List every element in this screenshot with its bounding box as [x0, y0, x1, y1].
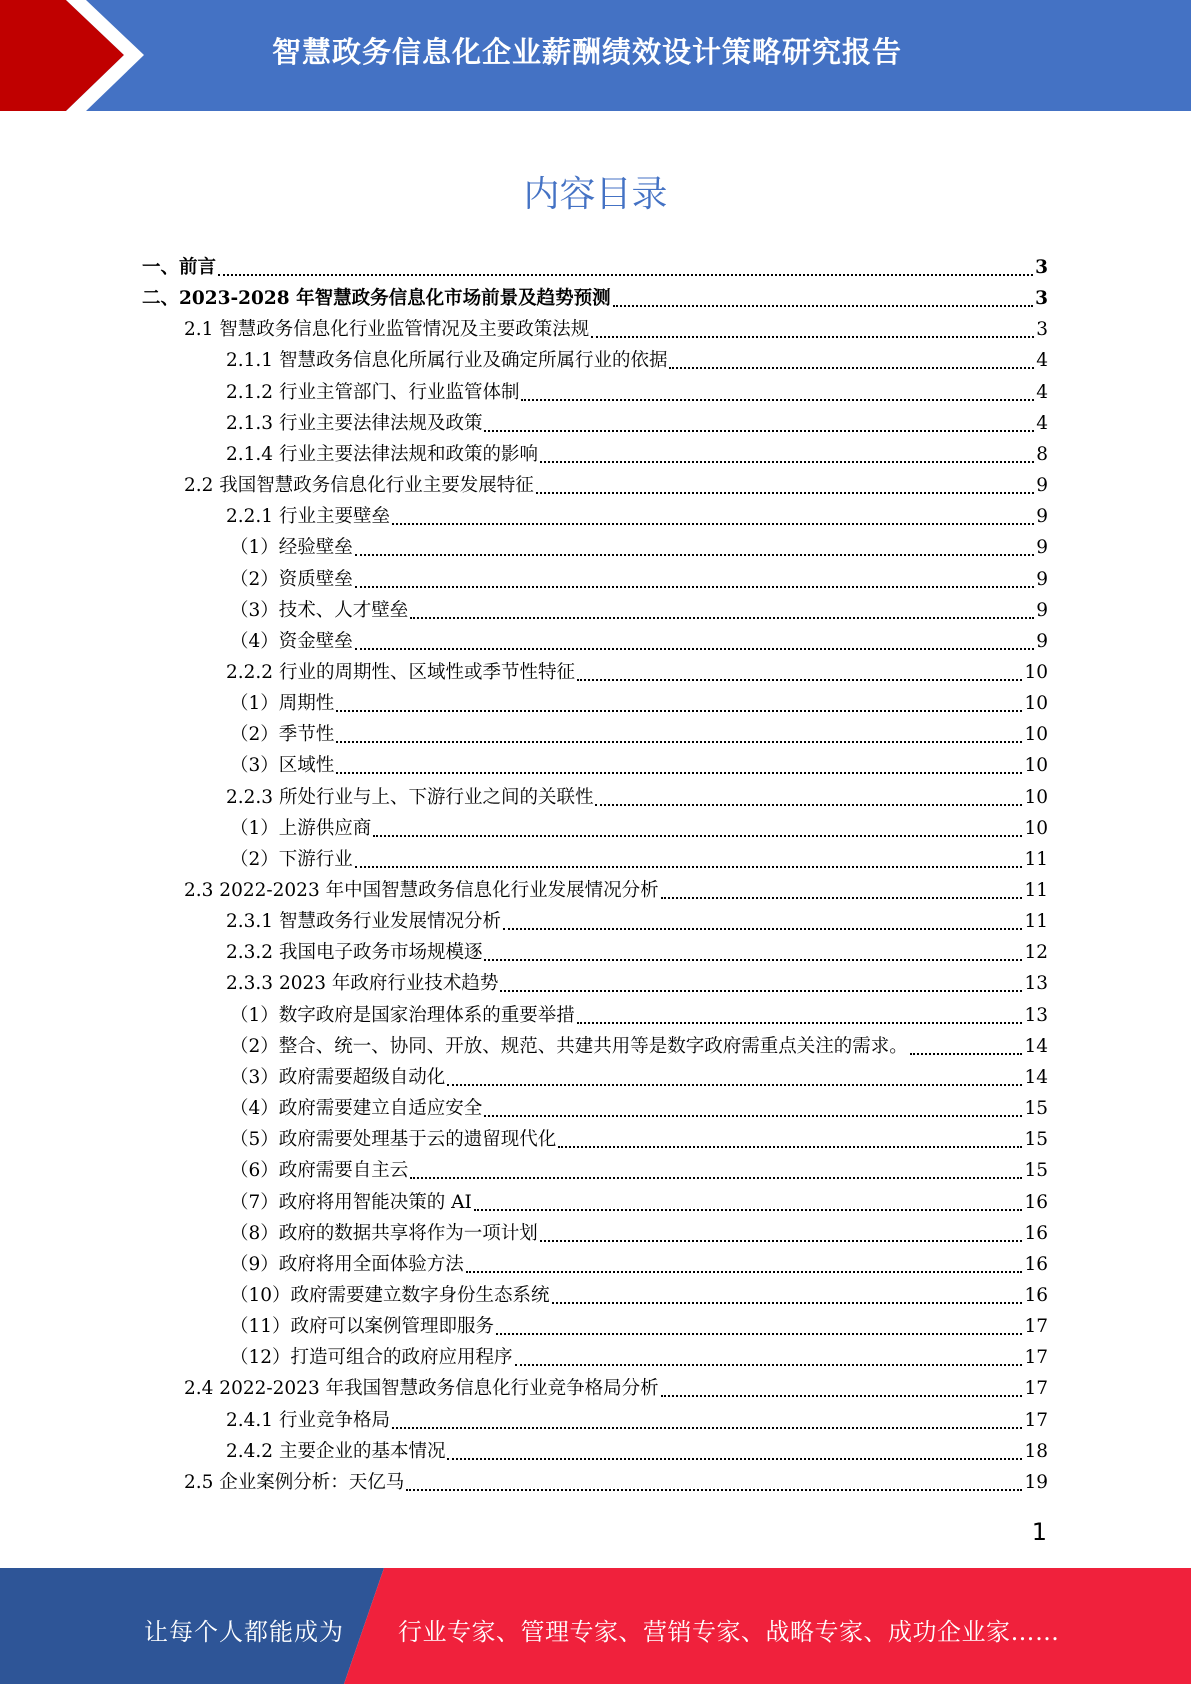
toc-entry-page: 11 — [1024, 880, 1048, 901]
toc-entry[interactable] — [184, 471, 1048, 499]
toc-entry[interactable] — [142, 253, 1048, 281]
toc-dot-leader — [392, 1427, 1022, 1429]
toc-entry[interactable] — [230, 814, 1048, 842]
toc-entry[interactable] — [230, 565, 1048, 593]
toc-entry-page: 15 — [1024, 1129, 1048, 1151]
toc-entry-page: 8 — [1036, 443, 1048, 465]
toc-entry-page: 17 — [1024, 1409, 1048, 1431]
toc-dot-leader — [410, 1177, 1022, 1179]
toc-dot-leader — [466, 1271, 1023, 1273]
toc-entry-page: 17 — [1024, 1378, 1048, 1400]
toc-dot-leader — [540, 1240, 1023, 1242]
toc-dot-leader — [447, 1458, 1022, 1460]
toc-dot-leader — [355, 554, 1034, 556]
toc-entry[interactable] — [184, 876, 1048, 904]
toc-entry[interactable] — [230, 1125, 1048, 1153]
toc-entry[interactable] — [226, 969, 1048, 997]
toc-entry-title: 2.1 智慧政务信息化行业监管情况及主要政策法规 — [184, 319, 590, 341]
toc-entry[interactable] — [230, 627, 1048, 655]
toc-entry-title: （3）政府需要超级自动化 — [230, 1066, 446, 1088]
toc-entry[interactable] — [230, 1343, 1048, 1371]
toc-entry[interactable] — [230, 1188, 1048, 1216]
toc-entry-title: （1）上游供应商 — [230, 817, 372, 839]
toc-entry-page: 19 — [1024, 1471, 1048, 1493]
toc-dot-leader — [447, 1084, 1022, 1086]
header-arrow-decoration — [0, 0, 160, 111]
toc-entry[interactable] — [230, 1219, 1048, 1247]
toc-dot-leader — [392, 523, 1034, 525]
toc-dot-leader — [336, 772, 1022, 774]
toc-entry-title: （8）政府的数据共享将作为一项计划 — [230, 1222, 538, 1244]
toc-entry-title: （10）政府需要建立数字身份生态系统 — [230, 1284, 550, 1306]
toc-entry[interactable] — [226, 658, 1048, 686]
toc-entry-title: （2）季节性 — [230, 724, 335, 746]
toc-entry-page: 10 — [1024, 817, 1048, 839]
toc-entry-page: 4 — [1036, 381, 1048, 403]
toc-dot-leader — [218, 274, 1033, 276]
toc-dot-leader — [515, 1364, 1023, 1366]
toc-dot-leader — [503, 928, 1022, 930]
toc-entry[interactable] — [230, 533, 1048, 561]
toc-entry[interactable] — [226, 440, 1048, 468]
toc-entry-title: 2.2.2 行业的周期性、区域性或季节性特征 — [226, 661, 575, 683]
toc-dot-leader — [484, 1115, 1022, 1117]
toc-dot-leader — [355, 586, 1034, 588]
footer-slogan-left: 让每个人都能成为 — [144, 1618, 344, 1646]
toc-dot-leader — [669, 367, 1034, 369]
toc-entry[interactable] — [226, 907, 1048, 935]
toc-entry-page: 10 — [1024, 786, 1048, 808]
toc-dot-leader — [406, 1489, 1022, 1491]
toc-entry-page: 14 — [1024, 1035, 1048, 1057]
toc-entry[interactable] — [230, 751, 1048, 779]
header-bar — [0, 0, 1191, 111]
toc-entry-title: 2.3.2 我国电子政务市场规模逐 — [226, 942, 483, 964]
toc-entry-page: 17 — [1024, 1316, 1048, 1338]
toc-entry-page: 4 — [1036, 350, 1048, 372]
toc-entry-page: 9 — [1036, 506, 1048, 528]
toc-dot-leader — [591, 336, 1034, 338]
toc-entry-page: 16 — [1024, 1222, 1048, 1244]
toc-entry-title: 一、前言 — [142, 257, 217, 278]
toc-dot-leader — [536, 492, 1034, 494]
toc-dot-leader — [613, 305, 1034, 307]
toc-entry-title: （4）资金壁垒 — [230, 630, 353, 652]
toc-entry-page: 3 — [1035, 257, 1048, 278]
toc-dot-leader — [552, 1302, 1023, 1304]
toc-entry-page: 9 — [1036, 537, 1048, 559]
toc-entry-title: 2.2.3 所处行业与上、下游行业之间的关联性 — [226, 786, 594, 808]
toc-entry-title: 2.2.1 行业主要壁垒 — [226, 506, 390, 528]
toc-entry-page: 10 — [1024, 661, 1048, 683]
toc-entry-page: 17 — [1024, 1347, 1048, 1369]
toc-entry-title: 2.1.1 智慧政务信息化所属行业及确定所属行业的依据 — [226, 350, 668, 372]
toc-entry[interactable] — [184, 315, 1048, 343]
toc-dot-leader — [484, 959, 1022, 961]
toc-entry-page: 3 — [1035, 288, 1048, 310]
toc-heading: 内容目录 — [523, 174, 668, 215]
toc-entry[interactable] — [142, 284, 1048, 312]
toc-entry-page: 15 — [1024, 1098, 1048, 1120]
report-title: 智慧政务信息化企业薪酬绩效设计策略研究报告 — [272, 35, 903, 69]
toc-entry-page: 9 — [1036, 599, 1048, 621]
toc-entry-page: 9 — [1036, 475, 1048, 497]
toc-entry-page: 9 — [1036, 630, 1048, 652]
toc-dot-leader — [474, 1209, 1023, 1211]
toc-entry[interactable] — [230, 1312, 1048, 1340]
toc-entry[interactable] — [230, 1032, 1048, 1060]
toc-entry-title: 2.3.3 2023 年政府行业技术趋势 — [226, 973, 499, 995]
toc-entry[interactable] — [226, 378, 1048, 406]
toc-dot-leader — [410, 617, 1034, 619]
toc-entry[interactable] — [226, 938, 1048, 966]
toc-entry-page: 16 — [1024, 1191, 1048, 1213]
footer-slogan-right: 行业专家、管理专家、营销专家、战略专家、成功企业家…… — [398, 1618, 1060, 1646]
toc-dot-leader — [558, 1146, 1022, 1148]
toc-entry[interactable] — [226, 1437, 1048, 1465]
toc-entry-title: 2.1.2 行业主管部门、行业监管体制 — [226, 381, 520, 403]
toc-dot-leader — [577, 679, 1022, 681]
toc-entry[interactable] — [230, 1281, 1048, 1309]
toc-entry-page: 15 — [1024, 1160, 1048, 1182]
page-number: 1 — [1031, 1518, 1047, 1546]
toc-entry-title: （7）政府将用智能决策的 AI — [230, 1191, 472, 1213]
toc-entry-page: 18 — [1024, 1440, 1048, 1462]
toc-dot-leader — [496, 1333, 1022, 1335]
toc-entry-page: 16 — [1024, 1284, 1048, 1306]
toc-entry[interactable] — [226, 346, 1048, 374]
toc-entry[interactable] — [230, 1063, 1048, 1091]
toc-dot-leader — [336, 741, 1022, 743]
toc-entry-page: 10 — [1024, 693, 1048, 715]
toc-entry-title: 2.4 2022-2023 年我国智慧政务信息化行业竞争格局分析 — [184, 1378, 659, 1400]
toc-entry-title: （1）数字政府是国家治理体系的重要举措 — [230, 1004, 575, 1026]
toc-entry-page: 12 — [1024, 942, 1048, 964]
toc-entry-title: 2.1.3 行业主要法律法规及政策 — [226, 412, 483, 434]
toc-entry[interactable] — [230, 720, 1048, 748]
toc-dot-leader — [577, 1022, 1023, 1024]
toc-entry-title: （1）周期性 — [230, 693, 335, 715]
toc-dot-leader — [500, 990, 1022, 992]
toc-entry[interactable] — [230, 1094, 1048, 1122]
toc-entry[interactable] — [226, 502, 1048, 530]
toc-entry-page: 14 — [1024, 1066, 1048, 1088]
toc-entry-title: （2）下游行业 — [230, 848, 353, 870]
toc-entry-title: （4）政府需要建立自适应安全 — [230, 1098, 483, 1120]
toc-entry[interactable] — [226, 783, 1048, 811]
toc-entry-page: 4 — [1036, 412, 1048, 434]
toc-entry-title: （2）整合、统一、协同、开放、规范、共建共用等是数字政府需重点关注的需求。 — [230, 1035, 908, 1057]
toc-entry[interactable] — [230, 689, 1048, 717]
toc-dot-leader — [521, 399, 1034, 401]
toc-dot-leader — [661, 897, 1023, 899]
toc-entry[interactable] — [184, 1468, 1048, 1496]
toc-entry-title: 2.5 企业案例分析：天亿马 — [184, 1471, 405, 1493]
toc-entry-title: （3）技术、人才壁垒 — [230, 599, 409, 621]
toc-entry-page: 16 — [1024, 1253, 1048, 1275]
toc-entry-page: 3 — [1036, 319, 1048, 341]
toc-entry-title: 2.3 2022-2023 年中国智慧政务信息化行业发展情况分析 — [184, 880, 659, 901]
toc-entry[interactable] — [230, 1250, 1048, 1278]
toc-entry-title: （12）打造可组合的政府应用程序 — [230, 1347, 513, 1369]
toc-dot-leader — [484, 430, 1034, 432]
toc-entry[interactable] — [226, 409, 1048, 437]
toc-entry[interactable] — [226, 1406, 1048, 1434]
toc-dot-leader — [336, 710, 1022, 712]
toc-entry-page: 11 — [1024, 848, 1048, 870]
toc-entry-page: 13 — [1024, 973, 1048, 995]
toc-entry[interactable] — [230, 845, 1048, 873]
toc-entry-page: 11 — [1024, 911, 1048, 933]
toc-entry-title: （3）区域性 — [230, 755, 335, 777]
toc-entry-title: （11）政府可以案例管理即服务 — [230, 1316, 495, 1338]
toc-dot-leader — [355, 866, 1023, 868]
toc-entry-title: 2.1.4 行业主要法律法规和政策的影响 — [226, 443, 538, 465]
toc-entry[interactable] — [230, 1001, 1048, 1029]
toc-entry-page: 9 — [1036, 568, 1048, 590]
toc-entry-page: 13 — [1024, 1004, 1048, 1026]
toc-dot-leader — [373, 835, 1022, 837]
toc-entry-title: （1）经验壁垒 — [230, 537, 353, 559]
toc-entry-title: （2）资质壁垒 — [230, 568, 353, 590]
toc-entry[interactable] — [230, 596, 1048, 624]
toc-entry-title: （6）政府需要自主云 — [230, 1160, 409, 1182]
toc-entry-title: （9）政府将用全面体验方法 — [230, 1253, 464, 1275]
toc-entry-title: 2.4.1 行业竞争格局 — [226, 1409, 390, 1431]
toc-entry-page: 10 — [1024, 755, 1048, 777]
toc-entry-page: 10 — [1024, 724, 1048, 746]
toc-dot-leader — [661, 1395, 1023, 1397]
toc-entry-title: （5）政府需要处理基于云的遗留现代化 — [230, 1129, 557, 1151]
footer-banner — [0, 1568, 1191, 1684]
toc-dot-leader — [355, 648, 1034, 650]
toc-entry[interactable] — [184, 1374, 1048, 1402]
toc-dot-leader — [595, 804, 1022, 806]
toc-entry-title: 二、2023-2028 年智慧政务信息化市场前景及趋势预测 — [142, 288, 611, 310]
toc-entry-title: 2.3.1 智慧政务行业发展情况分析 — [226, 911, 501, 933]
toc-entry[interactable] — [230, 1156, 1048, 1184]
toc-dot-leader — [910, 1053, 1023, 1055]
toc-entry-title: 2.2 我国智慧政务信息化行业主要发展特征 — [184, 475, 534, 497]
toc-dot-leader — [540, 461, 1034, 463]
toc-entry-title: 2.4.2 主要企业的基本情况 — [226, 1440, 446, 1462]
